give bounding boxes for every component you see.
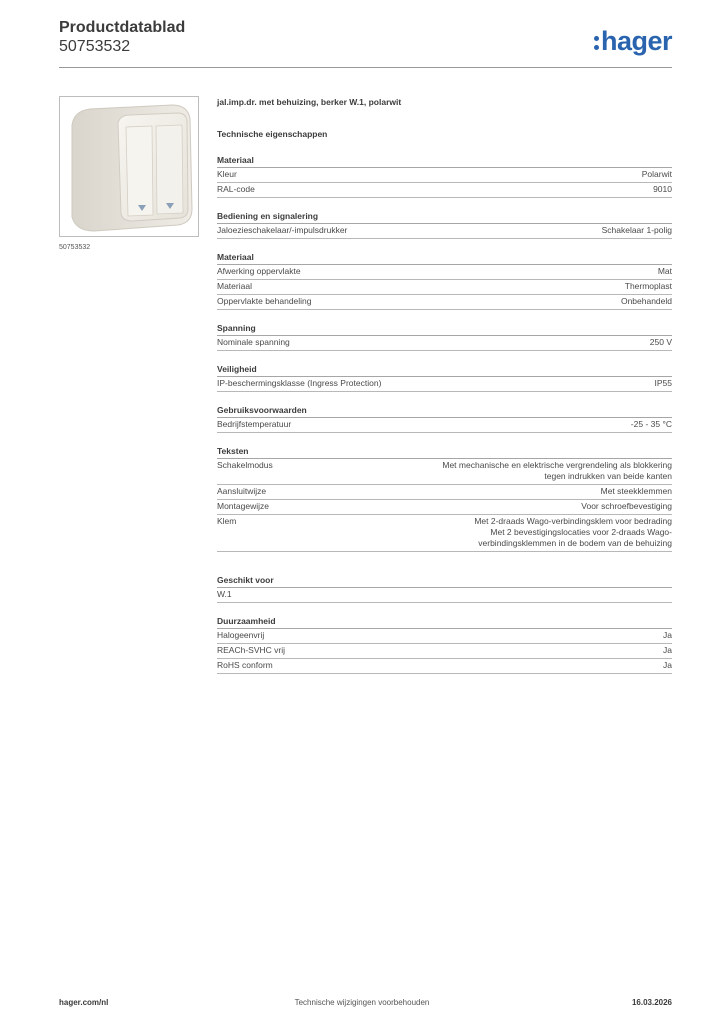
spec-row (217, 588, 672, 603)
switch-product-icon (60, 97, 198, 236)
spec-label: Bedrijfstemperatuur (217, 419, 292, 429)
header-divider (59, 67, 672, 68)
spec-label: Klem (217, 516, 237, 526)
spec-section-title: Gebruiksvoorwaarden (217, 404, 672, 418)
spec-section-title: Geschikt voor (217, 574, 672, 588)
spec-value: Met 2-draads Wago-verbindingsklem voor bedrading Met 2 bevestigingslocaties voor 2-draads Wago- verbindingsklemmen in de bodem van de behuizing (474, 516, 672, 548)
spec-label: IP-beschermingsklasse (Ingress Protection) (217, 378, 382, 388)
product-specifications (217, 96, 672, 674)
spec-section (217, 445, 672, 552)
spec-label: Montagewijze (217, 501, 269, 511)
logo-text: hager (600, 26, 672, 56)
spec-value: 9010 (653, 184, 672, 194)
spec-row (217, 280, 672, 295)
spec-row (217, 418, 672, 433)
spec-row (217, 377, 672, 392)
spec-section (217, 322, 672, 351)
spec-row (217, 168, 672, 183)
spec-label: RAL-code (217, 184, 255, 194)
spec-value: Ja (663, 660, 672, 670)
spec-section-title: Bediening en signalering (217, 210, 672, 224)
spec-value: Ja (663, 630, 672, 640)
spec-row (217, 644, 672, 659)
product-name: jal.imp.dr. met behuizing, berker W.1, polarwit (217, 97, 402, 107)
hager-logo (594, 26, 672, 56)
spec-row (217, 485, 672, 500)
section-heading: Technische eigenschappen (217, 129, 328, 139)
spec-value: Onbehandeld (620, 296, 672, 306)
document-title: Productdatablad (59, 19, 186, 36)
spec-value: Ja (663, 645, 672, 655)
spec-label: Oppervlakte behandeling (217, 296, 312, 306)
spec-label: Aansluitwijze (217, 486, 267, 496)
footer-date: 16.03.2026 (631, 998, 672, 1007)
spec-row (217, 459, 672, 485)
spec-section-title: Materiaal (217, 251, 672, 265)
spec-label: Kleur (217, 169, 237, 179)
spec-row (217, 336, 672, 351)
spec-row (217, 515, 672, 552)
spec-section-title: Duurzaamheid (217, 615, 672, 629)
logo-dots-icon (594, 34, 600, 51)
document-header (59, 18, 185, 56)
spec-value: Polarwit (641, 169, 672, 179)
spec-section (217, 210, 672, 239)
spec-value: Voor schroefbevestiging (581, 501, 672, 511)
spec-value: Schakelaar 1-polig (601, 225, 672, 235)
spec-label: Nominale spanning (217, 337, 290, 347)
spec-value: Thermoplast (624, 281, 672, 291)
spec-section (217, 574, 672, 603)
spec-label: Schakelmodus (217, 460, 273, 470)
spec-section (217, 615, 672, 674)
spec-section-title: Spanning (217, 322, 672, 336)
spec-section (217, 404, 672, 433)
spec-row (217, 659, 672, 674)
spec-value: Mat (657, 266, 672, 276)
footer-website: hager.com/nl (59, 998, 109, 1007)
spec-label: Materiaal (217, 281, 252, 291)
spec-value: -25 - 35 °C (630, 419, 672, 429)
spec-section-title: Materiaal (217, 154, 672, 168)
footer-disclaimer: Technische wijzigingen voorbehouden (294, 998, 430, 1007)
spec-row (217, 500, 672, 515)
spec-value: IP55 (654, 378, 672, 388)
spec-row (217, 629, 672, 644)
product-image-caption: 50753532 (59, 244, 91, 251)
spec-row (217, 295, 672, 310)
spec-label: REACh-SVHC vrij (217, 645, 286, 655)
document-number: 50753532 (59, 38, 131, 55)
spec-section (217, 154, 672, 198)
spec-sections (217, 154, 672, 674)
spec-section-title: Teksten (217, 445, 672, 459)
product-image (59, 96, 199, 237)
spec-row (217, 224, 672, 239)
spec-section (217, 251, 672, 310)
spec-row (217, 183, 672, 198)
spec-section-title: Veiligheid (217, 363, 672, 377)
spec-label: W.1 (217, 589, 232, 599)
spec-value: Met mechanische en elektrische vergrendeling als blokkering tegen indrukken van beide kanten (442, 460, 672, 481)
spec-row (217, 265, 672, 280)
spec-label: RoHS conform (217, 660, 273, 670)
spec-value: Met steekklemmen (600, 486, 672, 496)
spec-label: Afwerking oppervlakte (217, 266, 301, 276)
spec-label: Halogeenvrij (217, 630, 265, 640)
spec-value: 250 V (649, 337, 672, 347)
spec-label: Jaloezieschakelaar/-impulsdrukker (217, 225, 348, 235)
spec-section (217, 363, 672, 392)
